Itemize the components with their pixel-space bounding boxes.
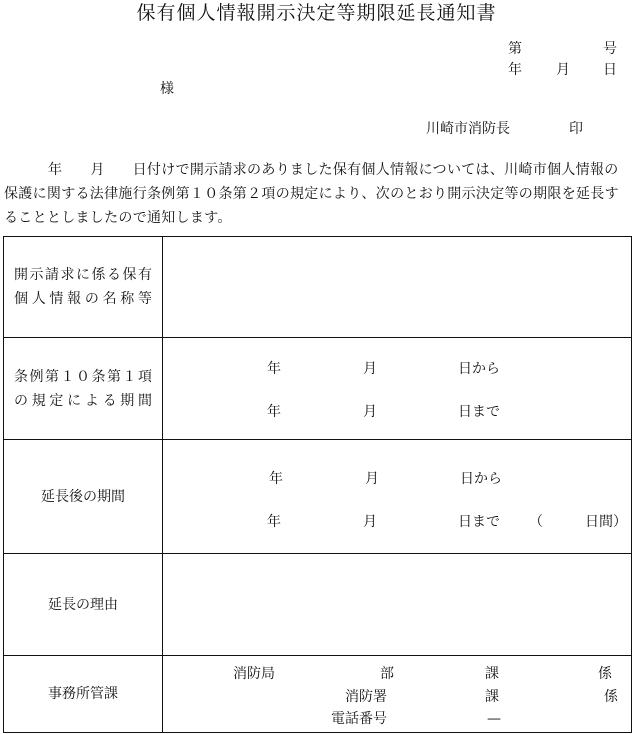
orig-from-month: 月 xyxy=(363,361,377,377)
ext-from-month: 月 xyxy=(365,471,379,487)
date-year: 年 xyxy=(508,62,522,78)
seal-mark: 印 xyxy=(569,121,583,137)
info-name-field[interactable] xyxy=(163,237,632,338)
body-year: 年 xyxy=(48,162,63,178)
table-row xyxy=(4,554,632,656)
ext-to-year: 年 xyxy=(267,514,281,530)
orig-from-year: 年 xyxy=(267,361,281,377)
reason-label: 延長の理由 xyxy=(4,554,163,656)
office-phone-dash: — xyxy=(487,711,501,727)
ext-days: 日間） xyxy=(585,514,627,530)
document-title: 保有個人情報開示決定等期限延長通知書 xyxy=(136,2,497,24)
body-text: 日付けで開示請求のありました保有個人情報については、川崎市個人情報の保護に関する法律施行条例第１０条第２項の規定により、次のとおり開示決定等の期限を延長することとしましたので通知します。 xyxy=(4,162,619,226)
office-station: 消防署 xyxy=(345,689,387,705)
orig-to-month: 月 xyxy=(363,404,377,420)
ext-open-paren: （ xyxy=(529,514,543,530)
office-unit-2: 係 xyxy=(604,689,618,705)
office-section-1: 課 xyxy=(485,666,499,682)
office-phone-label: 電話番号 xyxy=(331,711,387,727)
office-unit-1: 係 xyxy=(598,666,612,682)
original-period-label: 条例第１０条第１項 の規定による期間 xyxy=(4,338,163,440)
date-day: 日 xyxy=(603,62,617,78)
office-section-2: 課 xyxy=(485,689,499,705)
body-month: 月 xyxy=(90,162,105,178)
sender-name: 川崎市消防長 xyxy=(426,121,510,137)
table-row xyxy=(4,237,632,338)
notice-paragraph xyxy=(4,158,629,230)
recipient-honorific: 様 xyxy=(160,81,174,97)
orig-from-day: 日から xyxy=(458,361,500,377)
ext-to-day: 日まで xyxy=(458,514,500,530)
orig-to-year: 年 xyxy=(267,404,281,420)
table-row xyxy=(4,656,632,733)
ext-to-month: 月 xyxy=(363,514,377,530)
reason-field[interactable] xyxy=(163,554,632,656)
office-label: 事務所管課 xyxy=(4,656,163,733)
office-field[interactable] xyxy=(163,656,632,733)
number-dai: 第 xyxy=(508,41,522,57)
table-row xyxy=(4,440,632,554)
original-period-field[interactable] xyxy=(163,338,632,440)
ext-from-day: 日から xyxy=(460,471,502,487)
office-bureau: 消防局 xyxy=(233,666,275,682)
extension-form-table xyxy=(3,236,632,733)
table-row xyxy=(4,338,632,440)
date-month: 月 xyxy=(556,62,570,78)
extended-period-label: 延長後の期間 xyxy=(4,440,163,554)
info-name-label: 開示請求に係る保有 個人情報の名称等 xyxy=(4,237,163,338)
office-division: 部 xyxy=(380,666,394,682)
extended-period-field[interactable] xyxy=(163,440,632,554)
orig-to-day: 日まで xyxy=(458,404,500,420)
number-go: 号 xyxy=(603,41,617,57)
ext-from-year: 年 xyxy=(269,471,283,487)
